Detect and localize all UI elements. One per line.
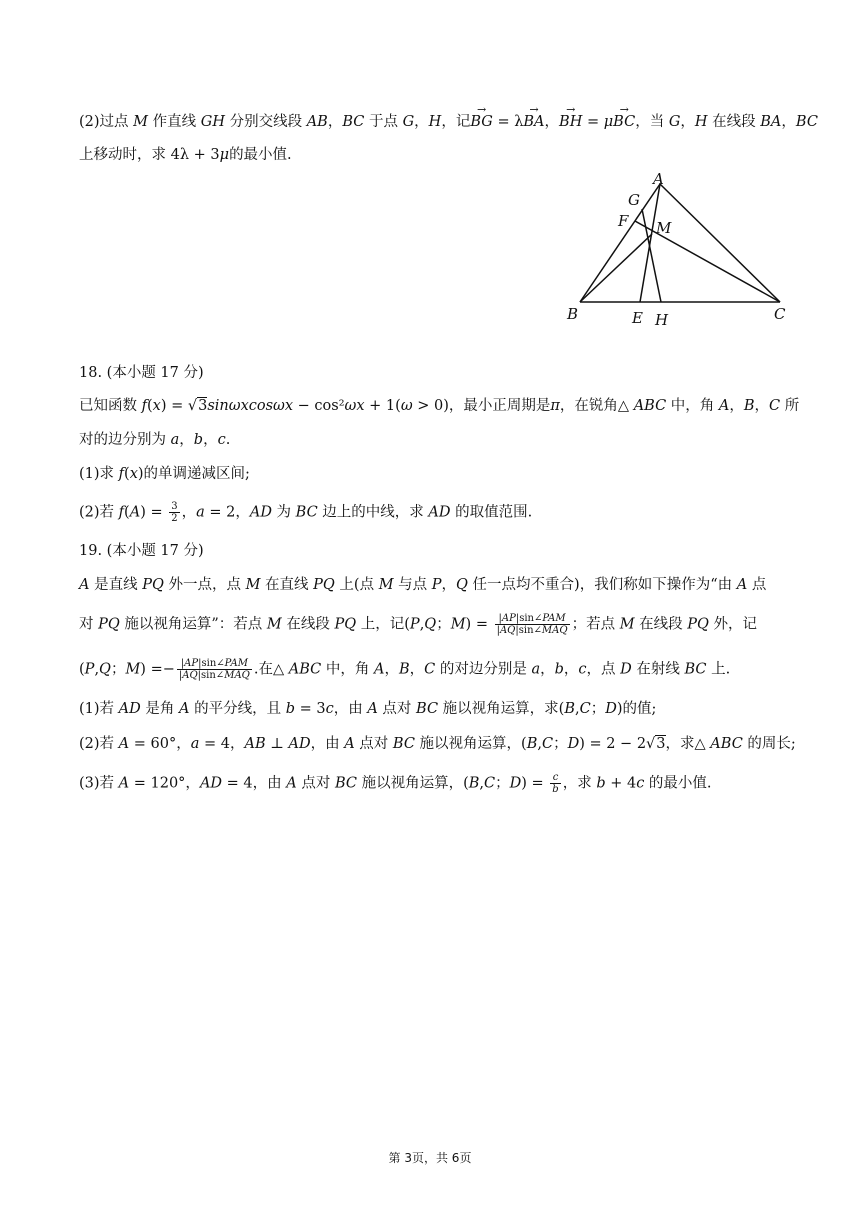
label-c: C <box>774 305 786 323</box>
q19-line2: 对 PQ 施以视角运算”：若点 M 在线段 PQ 上，记(P,Q；M) = $\frac{\text{|AP|sin∠PAM}}{\text{|AQ|sin∠MAQ}}$ ；若点 M 在线段 PQ 外，记 <box>79 613 758 636</box>
triangle-figure <box>560 168 800 333</box>
label-b: B <box>567 305 579 323</box>
q19-part1: (1)若 AD 是角 A 的平分线，且 b = 3c，由 A 点对 BC 施以视角运算，求(B,C；D)的值; <box>79 701 657 717</box>
q17-part2-line2: 上移动时，求 4λ + 3μ的最小值. <box>79 147 292 163</box>
label-h: H <box>655 311 669 329</box>
q18-part1: (1)求 f(x)的单调递减区间; <box>79 466 250 482</box>
q17-part2-line1: (2)过点 M 作直线 GH 分别交线段 AB，BC 于点 G，H，记→ BG = λ→ BA，→ BH = μ→ BC，当 G，H 在线段 BA，BC <box>79 112 818 132</box>
q19-line1: A 是直线 PQ 外一点，点 M 在直线 PQ 上(点 M 与点 P，Q 任一点均不重合)，我们称如下操作为“由 A 点 <box>79 577 767 593</box>
page-footer: 第 3页，共 6页 <box>388 1151 472 1165</box>
label-e: E <box>632 309 643 327</box>
label-m: M <box>656 219 672 237</box>
q18-header: 18. (本小题 17 分) <box>79 365 204 381</box>
label-g: G <box>628 191 640 209</box>
q19-line3: (P,Q；M) =− $\frac{\text{|AP|sin∠PAM}}{\text{|AQ|sin∠MAQ}}$ .在△ ABC 中，角 A，B，C 的对边分别是 a，b，c，点 D 在射线 BC 上. <box>79 658 731 681</box>
q18-line2: 对的边分别为 a，b，c. <box>79 432 231 448</box>
segment-ab <box>580 184 660 302</box>
q18-part2: (2)若 f(A) = $\frac{3}{2}$ ，a = 2，AD 为 BC 边上的中线，求 AD 的取值范围. <box>79 501 533 524</box>
q18-line1: 已知函数 f(x) = √3sinωxcosωx − cos²ωx + 1(ω > 0)，最小正周期是π，在锐角△ ABC 中，角 A，B，C 所 <box>79 398 800 414</box>
label-f: F <box>618 212 629 230</box>
segment-ac <box>660 184 780 302</box>
q19-part3: (3)若 A = 120°，AD = 4，由 A 点对 BC 施以视角运算，(B,C；D) = $\frac{c}{b}$ ，求 b + 4c 的最小值. <box>79 772 712 795</box>
q19-header: 19. (本小题 17 分) <box>79 543 204 559</box>
q19-part2: (2)若 A = 60°，a = 4，AB ⊥ AD，由 A 点对 BC 施以视角运算，(B,C；D) = 2 − 2√3，求△ ABC 的周长; <box>79 736 796 752</box>
label-a: A <box>653 170 664 188</box>
